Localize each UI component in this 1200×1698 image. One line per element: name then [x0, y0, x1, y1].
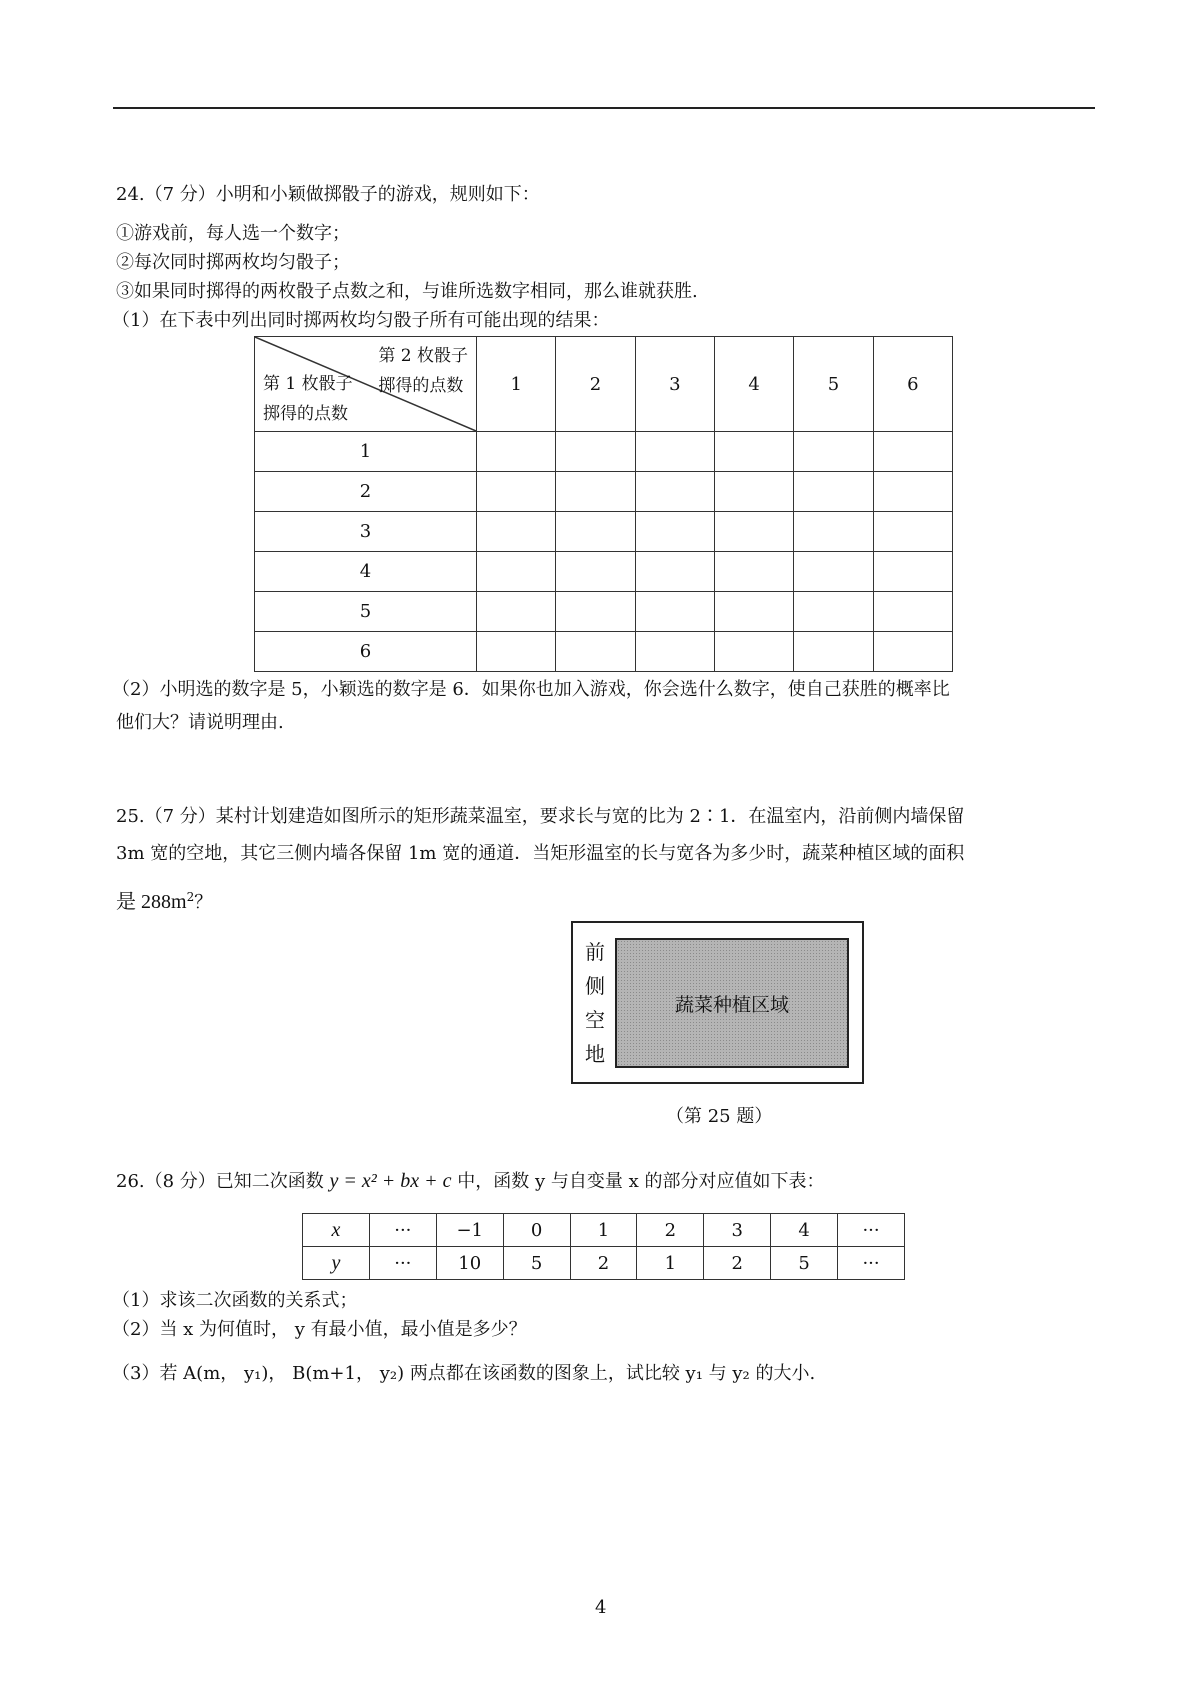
q25-line-1: 25.（7 分）某村计划建造如图所示的矩形蔬菜温室，要求长与宽的比为 2∶1．在温室内，沿前侧内墙保留: [116, 806, 965, 827]
y-value: 2: [570, 1247, 637, 1280]
blank-cell: [794, 432, 873, 472]
y-value: 5: [771, 1247, 838, 1280]
side-char: 侧: [585, 974, 605, 998]
blank-cell: [794, 472, 873, 512]
blank-cell: [873, 512, 952, 552]
q24-part-2-line-1: （2）小明选的数字是 5，小颖选的数字是 6．如果你也加入游戏，你会选什么数字，使自己获胜的概率比: [112, 679, 950, 700]
blank-cell: [556, 592, 635, 632]
q25-line-3: [116, 885, 212, 915]
blank-cell: [477, 592, 556, 632]
row-header: 3: [255, 512, 477, 552]
y-value: 10: [436, 1247, 503, 1280]
blank-cell: [794, 512, 873, 552]
corner-top-line-2: 掷得的点数: [378, 376, 464, 396]
blank-cell: [635, 632, 714, 672]
side-char: 空: [585, 1008, 605, 1032]
blank-cell: [556, 432, 635, 472]
xy-value-table: [302, 1213, 905, 1280]
corner-bottom-line-2: 掷得的点数: [263, 404, 348, 424]
blank-cell: [477, 552, 556, 592]
col-header: 5: [794, 337, 873, 432]
q25-question-mark: ？: [194, 892, 213, 913]
q24-part-1: （1）在下表中列出同时掷两枚均匀骰子所有可能出现的结果：: [112, 310, 610, 331]
planting-area-label: 蔬菜种植区域: [674, 993, 789, 1016]
q25-line-2: 3m 宽的空地，其它三侧内墙各保留 1m 宽的通道．当矩形温室的长与宽各为多少时，蔬菜种植区域的面积: [116, 843, 965, 864]
corner-bottom-label: [263, 369, 353, 429]
table-row: [255, 512, 953, 552]
corner-bottom-line-1: 第 1 枚骰子: [263, 374, 353, 394]
x-value: 2: [637, 1214, 704, 1247]
table-row: [255, 552, 953, 592]
col-header: 4: [714, 337, 793, 432]
row-header: 1: [255, 432, 477, 472]
q24-part-2-line-2: 他们大？请说明理由.: [116, 712, 284, 733]
table-corner-cell: [255, 337, 477, 432]
y-value: 2: [704, 1247, 771, 1280]
blank-cell: [477, 512, 556, 552]
row-header: 4: [255, 552, 477, 592]
row-header: 6: [255, 632, 477, 672]
x-label: x: [303, 1214, 370, 1247]
blank-cell: [556, 632, 635, 672]
q26-part-3: （3）若 A(m， y₁)， B(m+1， y₂) 两点都在该函数的图象上，试比较 y₁ 与 y₂ 的大小.: [112, 1363, 816, 1384]
q26-heading-prefix: 26.（8 分）已知二次函数: [116, 1171, 330, 1192]
blank-cell: [635, 552, 714, 592]
blank-cell: [873, 632, 952, 672]
side-char: 前: [585, 940, 605, 964]
q24-rule-3: ③如果同时掷得的两枚骰子点数之和，与谁所选数字相同，那么谁就获胜.: [116, 281, 698, 302]
q25-area-exponent: 2: [186, 890, 195, 904]
blank-cell: [556, 552, 635, 592]
blank-cell: [714, 632, 793, 672]
blank-cell: [873, 552, 952, 592]
blank-cell: [794, 552, 873, 592]
q26-heading: [116, 1169, 824, 1194]
x-value: −1: [436, 1214, 503, 1247]
col-header: 6: [873, 337, 952, 432]
dice-outcome-table: [254, 336, 953, 672]
planting-area: [615, 938, 849, 1068]
q24-rule-2: ②每次同时掷两枚均匀骰子；: [116, 252, 350, 273]
front-space-label: [583, 935, 607, 1071]
x-value: ···: [838, 1214, 905, 1247]
blank-cell: [635, 592, 714, 632]
page-number: 4: [595, 1597, 607, 1618]
blank-cell: [873, 472, 952, 512]
table-row: [255, 472, 953, 512]
blank-cell: [714, 432, 793, 472]
blank-cell: [477, 432, 556, 472]
x-value: 0: [503, 1214, 570, 1247]
corner-top-label: [378, 341, 468, 401]
col-header: 2: [556, 337, 635, 432]
blank-cell: [873, 432, 952, 472]
blank-cell: [714, 552, 793, 592]
blank-cell: [635, 432, 714, 472]
blank-cell: [794, 632, 873, 672]
side-char: 地: [585, 1042, 605, 1066]
q24-rule-1: ①游戏前，每人选一个数字；: [116, 223, 350, 244]
row-header: 5: [255, 592, 477, 632]
q26-part-2: （2）当 x 为何值时， y 有最小值，最小值是多少？: [112, 1319, 527, 1340]
table-row: [255, 432, 953, 472]
row-header: 2: [255, 472, 477, 512]
greenhouse-figure: [571, 921, 864, 1084]
q25-area-value: 是 288m: [116, 891, 187, 913]
blank-cell: [635, 512, 714, 552]
x-value: 4: [771, 1214, 838, 1247]
header-rule: [113, 107, 1095, 109]
corner-top-line-1: 第 2 枚骰子: [378, 346, 468, 366]
blank-cell: [794, 592, 873, 632]
table-row: [303, 1247, 905, 1280]
table-row: [303, 1214, 905, 1247]
q26-heading-suffix: 中，函数 y 与自变量 x 的部分对应值如下表：: [451, 1171, 825, 1192]
figure-caption: （第 25 题）: [666, 1106, 773, 1127]
y-value: ···: [838, 1247, 905, 1280]
blank-cell: [635, 472, 714, 512]
blank-cell: [477, 632, 556, 672]
q24-heading: 24.（7 分）小明和小颖做掷骰子的游戏，规则如下：: [116, 184, 540, 205]
y-value: 1: [637, 1247, 704, 1280]
col-header: 1: [477, 337, 556, 432]
y-value: 5: [503, 1247, 570, 1280]
blank-cell: [477, 472, 556, 512]
table-row: [255, 632, 953, 672]
blank-cell: [714, 472, 793, 512]
x-value: 3: [704, 1214, 771, 1247]
blank-cell: [556, 472, 635, 512]
x-value: 1: [570, 1214, 637, 1247]
col-header: 3: [635, 337, 714, 432]
x-value: ···: [369, 1214, 436, 1247]
y-label: y: [303, 1247, 370, 1280]
blank-cell: [556, 512, 635, 552]
y-value: ···: [369, 1247, 436, 1280]
blank-cell: [714, 512, 793, 552]
table-row: [255, 592, 953, 632]
blank-cell: [873, 592, 952, 632]
q26-part-1: （1）求该二次函数的关系式；: [112, 1290, 358, 1311]
blank-cell: [714, 592, 793, 632]
q26-formula: y = x² + bx + c: [329, 1170, 452, 1192]
